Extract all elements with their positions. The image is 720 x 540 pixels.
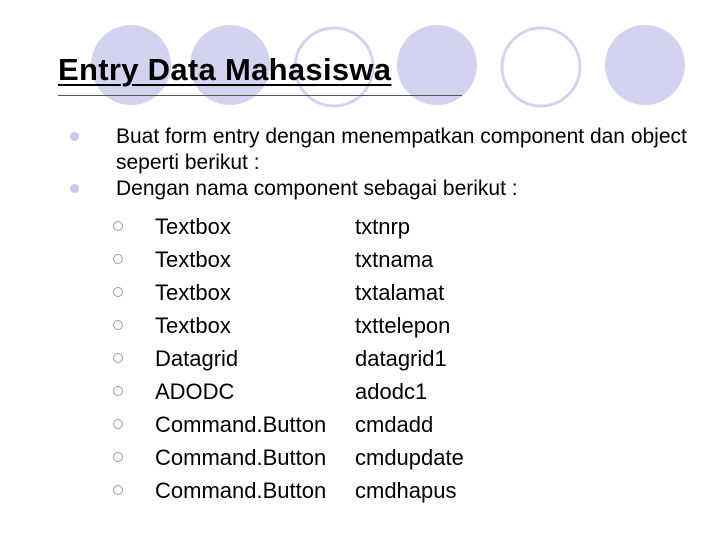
component-name: txtnrp xyxy=(355,214,411,239)
decor-circle-filled xyxy=(605,25,685,105)
bullet-text: Dengan nama component sebagai berikut : xyxy=(116,177,518,200)
circle-outline-icon xyxy=(113,419,123,429)
component-type: Textbox xyxy=(155,214,231,239)
component-type: ADODC xyxy=(155,379,235,404)
component-type: Command.Button xyxy=(155,478,327,503)
circle-outline-icon xyxy=(113,320,123,330)
component-type: Datagrid xyxy=(155,346,239,371)
circle-outline-icon xyxy=(113,485,123,495)
circle-outline-icon xyxy=(113,287,123,297)
component-type: Command.Button xyxy=(155,412,327,437)
circle-outline-icon xyxy=(113,353,123,363)
circle-outline-icon xyxy=(113,254,123,264)
circle-outline-icon xyxy=(113,386,123,396)
component-name: cmdupdate xyxy=(355,445,464,470)
decor-circle-filled xyxy=(397,25,477,105)
title-divider xyxy=(58,95,462,96)
circle-outline-icon xyxy=(113,452,123,462)
decor-circle-outline xyxy=(502,28,580,106)
slide-title: Entry Data Mahasiswa xyxy=(58,52,392,87)
component-type: Textbox xyxy=(155,247,231,272)
bullet-list xyxy=(70,124,710,202)
circle-outline-icon xyxy=(113,221,123,231)
component-name: cmdhapus xyxy=(355,478,457,503)
bullet-item xyxy=(70,124,710,176)
bullet-text: Buat form entry dengan menempatkan component dan object seperti berikut : xyxy=(116,125,687,174)
component-name: datagrid1 xyxy=(355,346,447,371)
component-type: Textbox xyxy=(155,280,231,305)
component-type: Textbox xyxy=(155,313,231,338)
component-name: txtnama xyxy=(355,247,434,272)
component-name: cmdadd xyxy=(355,412,434,437)
component-type: Command.Button xyxy=(155,445,327,470)
bullet-dot-icon xyxy=(70,184,79,193)
bullet-dot-icon xyxy=(70,132,79,141)
component-name: txtalamat xyxy=(355,280,445,305)
component-name: adodc1 xyxy=(355,379,428,404)
component-name: txttelepon xyxy=(355,313,451,338)
bullet-item xyxy=(70,176,710,202)
